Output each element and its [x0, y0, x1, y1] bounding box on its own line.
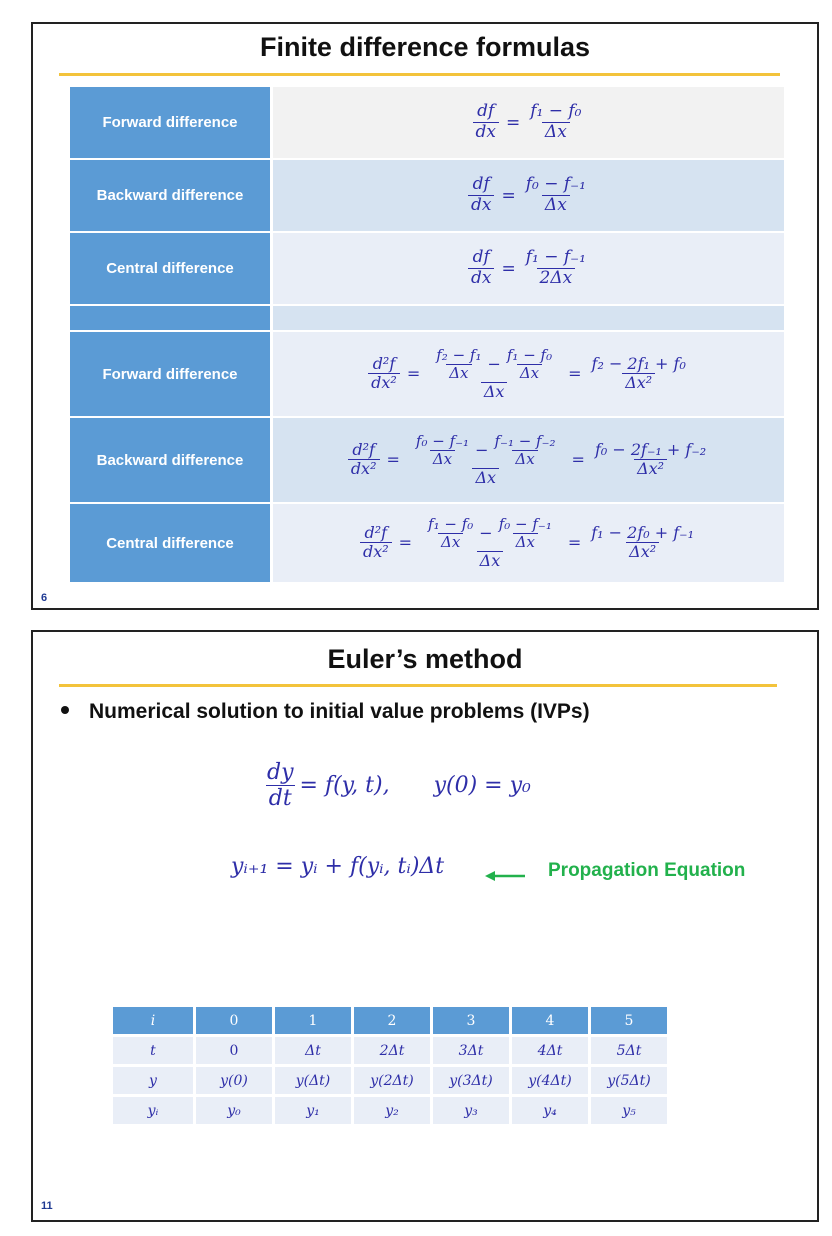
formula-cell [273, 160, 784, 233]
table-cell: i [113, 1007, 193, 1034]
table-cell: 2 [354, 1007, 430, 1034]
table-row [113, 1037, 667, 1064]
formula-table [70, 87, 784, 584]
euler-table [110, 1004, 670, 1127]
table-cell: t [113, 1037, 193, 1064]
formula-cell [273, 332, 784, 418]
title-underline [59, 73, 780, 76]
table-cell: yᵢ [113, 1097, 193, 1124]
table-row [70, 418, 784, 504]
table-row [70, 233, 784, 306]
table-cell: y(0) [196, 1067, 272, 1094]
row-label: Backward difference [70, 160, 273, 233]
row-label: Central difference [70, 233, 273, 306]
table-cell: 0 [196, 1007, 272, 1034]
table-cell: 0 [196, 1037, 272, 1064]
slide-finite-difference [31, 22, 819, 610]
arrow-left-icon [485, 870, 525, 882]
separator-row [70, 306, 784, 332]
formula-cell [273, 233, 784, 306]
table-cell: y₃ [433, 1097, 509, 1124]
bullet-item [61, 700, 590, 724]
table-cell: Δt [275, 1037, 351, 1064]
formula: $\frac{\text{d²f}}{\text{dx²}}$ = $\frac{\text{f₀ − f₋₁}}{\Delta x}$ − $\frac{\text{f₋₁ − f₋₂}}{\Delta x}$ Δx = $\frac{\text{f₀ − 2f₋₁ + f₋₂}}{\text{Δx²}}$ [345, 433, 712, 488]
bullet-icon [61, 706, 69, 714]
table-cell: 2Δt [354, 1037, 430, 1064]
slide-title: Euler’s method [327, 644, 523, 674]
row-label: Backward difference [70, 418, 273, 504]
formula-cell [273, 504, 784, 584]
formula: $\frac{\text{d²f}}{\text{dx²}}$ = $\frac{\text{f₂ − f₁}}{\Delta x}$ − $\frac{\text{f₁ − f₀}}{\Delta x}$ Δx = $\frac{\text{f₂ − 2f₁ + f₀}}{\text{Δx²}}$ [365, 347, 692, 402]
table-cell: 3Δt [433, 1037, 509, 1064]
table-cell: 3 [433, 1007, 509, 1034]
page-number: 11 [41, 1200, 53, 1212]
row-label: Forward difference [70, 332, 273, 418]
table-cell: 1 [275, 1007, 351, 1034]
table-cell: 4 [512, 1007, 588, 1034]
slide-euler-method [31, 630, 819, 1222]
table-cell: y₀ [196, 1097, 272, 1124]
table-row [113, 1097, 667, 1124]
formula: $\frac{df}{dx}$ = $\frac{\text{f₀ − f₋₁}}{\Delta x}$ [465, 175, 592, 215]
table-row [70, 87, 784, 160]
title-underline [59, 684, 777, 687]
row-label: Central difference [70, 504, 273, 584]
slide-title: Finite difference formulas [259, 32, 591, 62]
table-cell: 4Δt [512, 1037, 588, 1064]
table-row [70, 504, 784, 584]
table-cell: y(4Δt) [512, 1067, 588, 1094]
table-cell: y₄ [512, 1097, 588, 1124]
ode-equation: $\frac{dy}{dt}$ = f(y, t), y(0) = y₀ [267, 760, 531, 812]
formula-cell [273, 418, 784, 504]
formula-cell [273, 87, 784, 160]
table-cell: y(5Δt) [591, 1067, 667, 1094]
table-row [113, 1067, 667, 1094]
table-header-row [113, 1007, 667, 1034]
propagation-equation: yᵢ₊₁ = yᵢ + f(yᵢ, tᵢ)Δt [231, 854, 445, 879]
table-cell: y(Δt) [275, 1067, 351, 1094]
table-row [70, 332, 784, 418]
bullet-text: Numerical solution to initial value problems (IVPs) [89, 700, 590, 723]
table-cell: y(3Δt) [433, 1067, 509, 1094]
propagation-label: Propagation Equation [548, 860, 746, 881]
formula: $\frac{df}{dx}$ = $\frac{\text{f₁ − f₋₁}}{2\Delta x}$ [465, 248, 592, 288]
table-cell: y₅ [591, 1097, 667, 1124]
table-cell: y [113, 1067, 193, 1094]
page-number: 6 [41, 592, 48, 604]
table-cell: y₂ [354, 1097, 430, 1124]
table-cell: y(2Δt) [354, 1067, 430, 1094]
table-cell: y₁ [275, 1097, 351, 1124]
table-row [70, 160, 784, 233]
table-cell: 5Δt [591, 1037, 667, 1064]
formula: $\frac{df}{dx}$ = $\frac{\text{f₁ − f₀}}{\Delta x}$ [470, 102, 588, 142]
table-cell: 5 [591, 1007, 667, 1034]
formula: $\frac{\text{d²f}}{\text{dx²}}$ = $\frac{\text{f₁ − f₀}}{\Delta x}$ − $\frac{\text{f₀ − f₋₁}}{\Delta x}$ Δx = $\frac{\text{f₁ − 2f₀ + f₋₁}}{\text{Δx²}}$ [357, 516, 700, 571]
row-label: Forward difference [70, 87, 273, 160]
